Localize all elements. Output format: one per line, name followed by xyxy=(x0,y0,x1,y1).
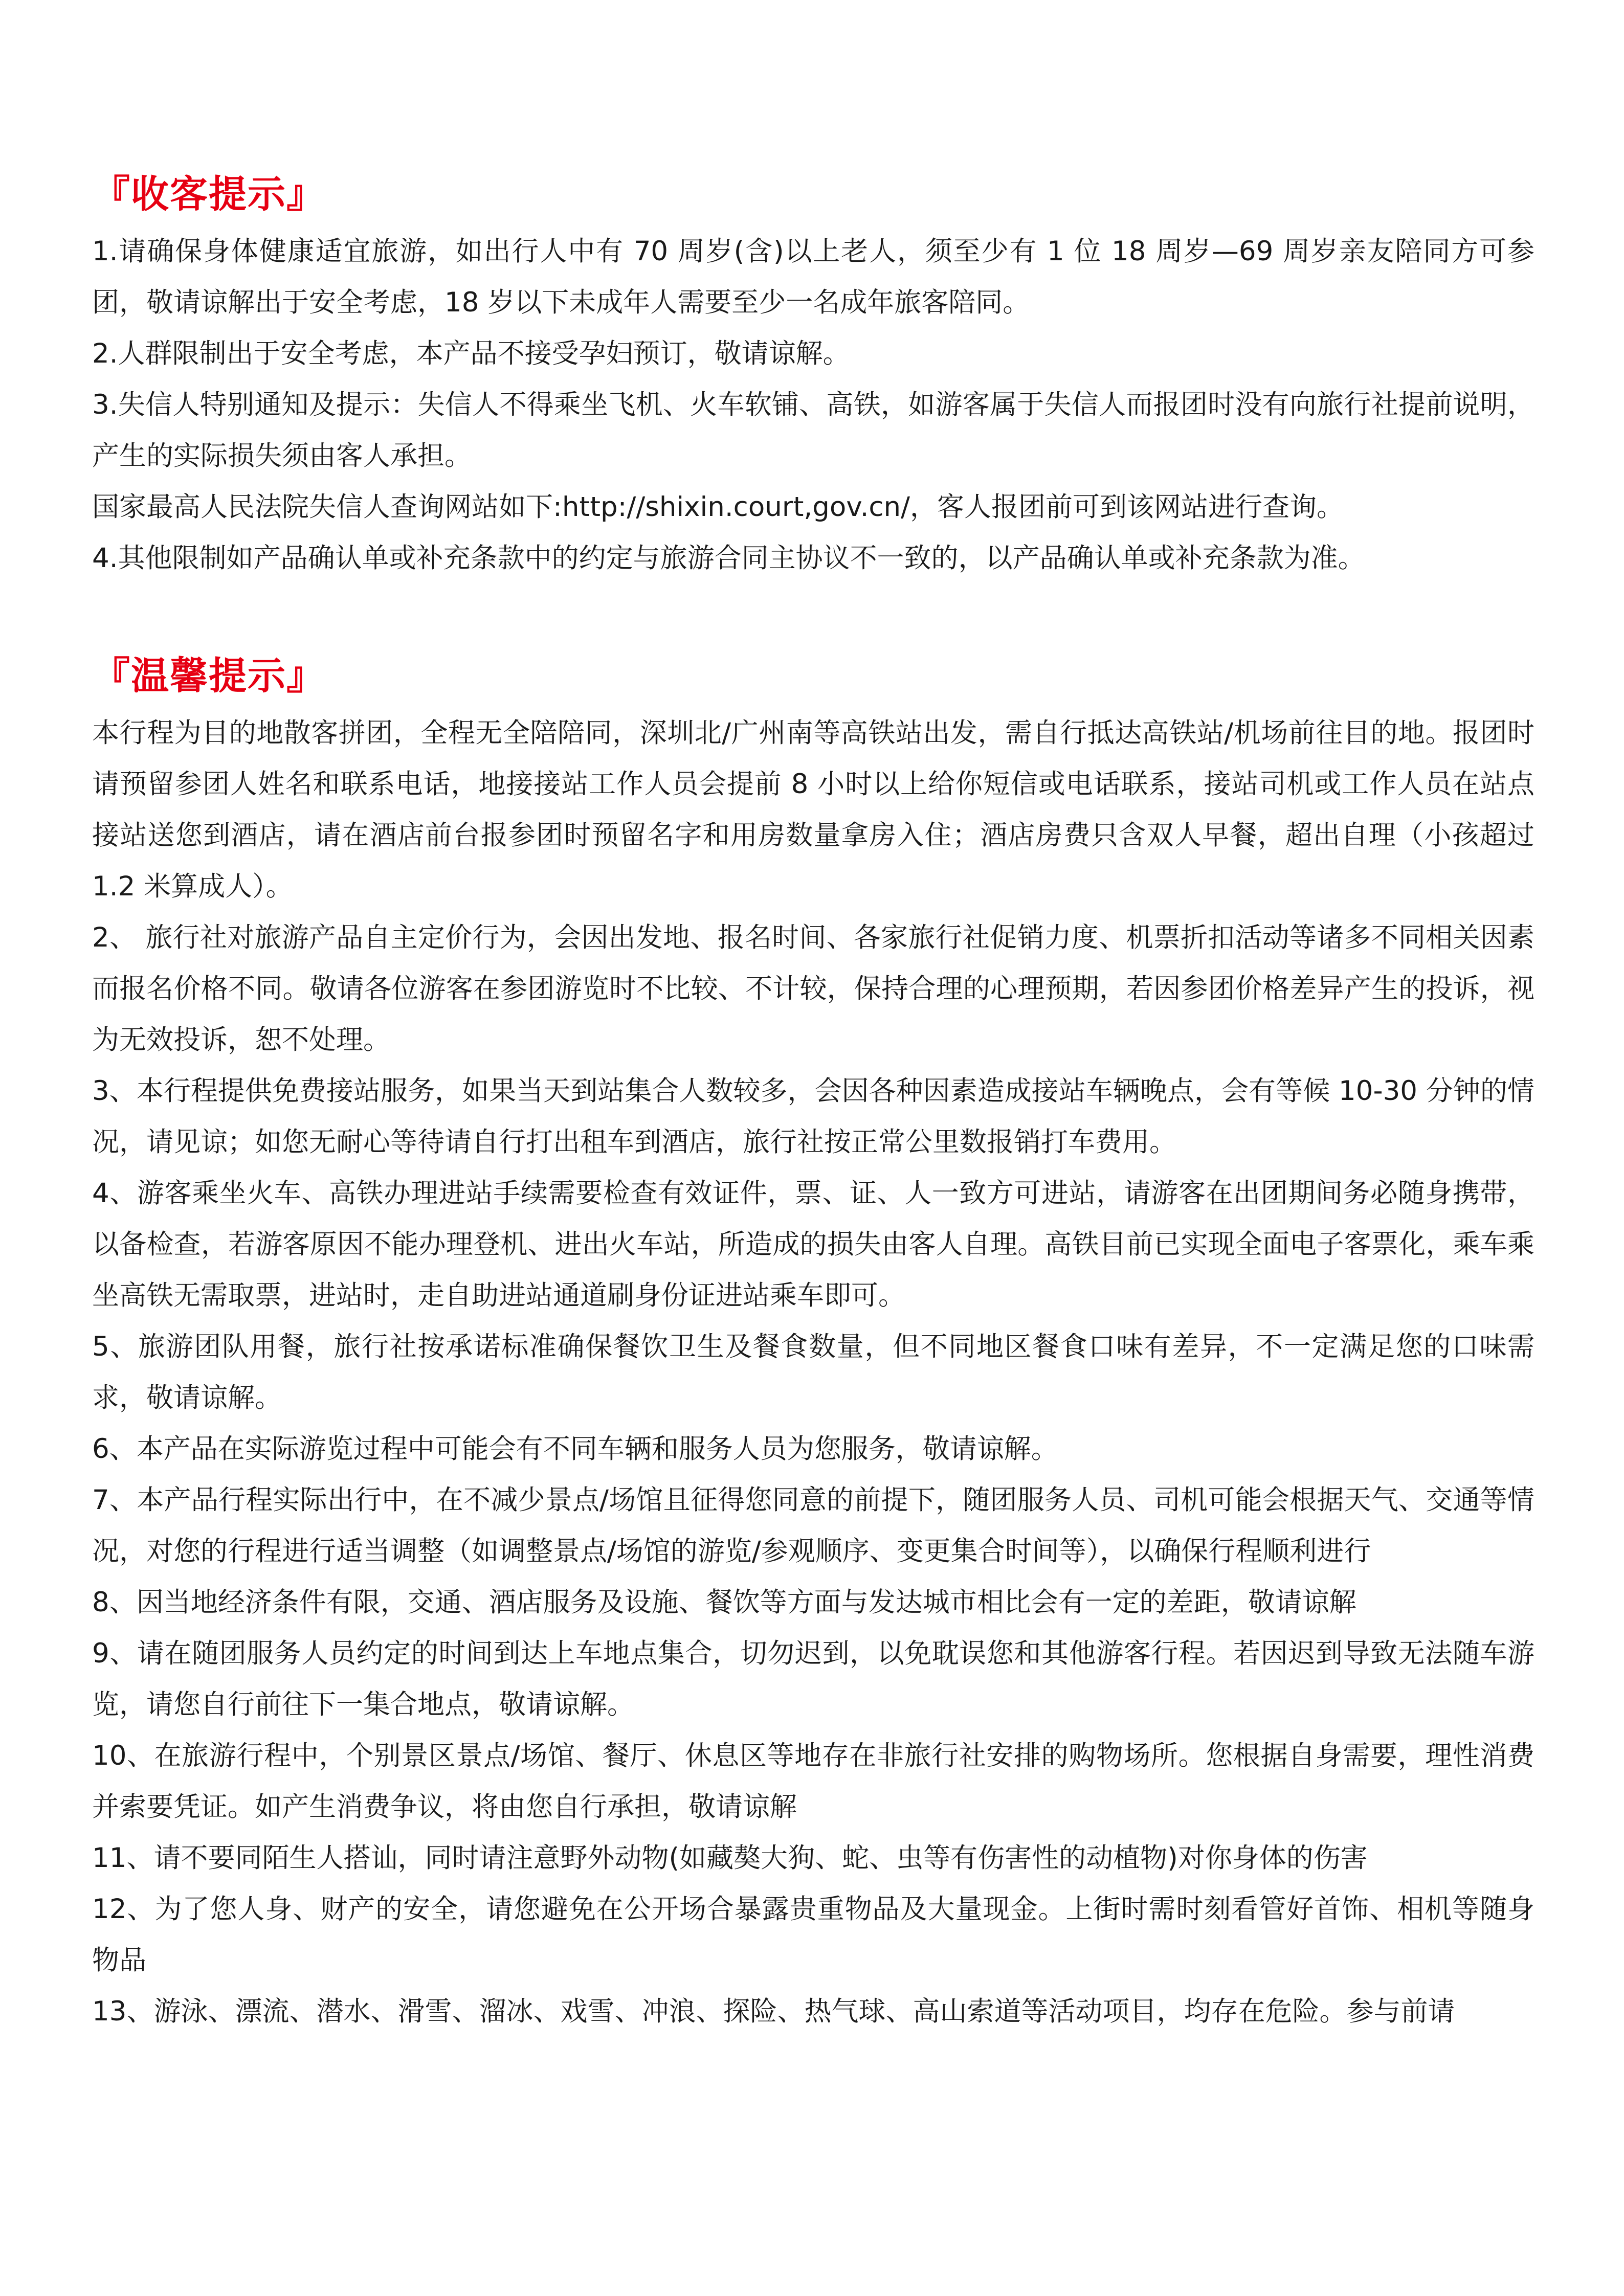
booking-notice-court-query: 国家最高人民法院失信人查询网站如下:http://shixin.court,gov.cn/，客人报团前可到该网站进行查询。 xyxy=(92,491,1344,523)
section-booking-notice xyxy=(92,169,1534,584)
warm-tip-5: 5、旅游团队用餐，旅行社按承诺标准确保餐饮卫生及餐食数量，但不同地区餐食口味有差异，不一定满足您的口味需求，敬请谅解。 xyxy=(92,1331,1534,1413)
warm-tip-11: 11、请不要同陌生人搭讪，同时请注意野外动物(如藏獒大狗、蛇、虫等有伤害性的动植物)对你身体的伤害 xyxy=(92,1842,1368,1874)
warm-tip-intro: 本行程为目的地散客拼团，全程无全陪陪同，深圳北/广州南等高铁站出发，需自行抵达高铁站/机场前往目的地。报团时请预留参团人姓名和联系电话，地接接站工作人员会提前 8 小时以上给你短信或电话联系，接站司机或工作人员在站点接站送您到酒店，请在酒店前台报参团时预留名字和用房数量拿房入住；酒店房费只含双人早餐，超出自理（小孩超过 1.2 米算成人）。 xyxy=(92,717,1534,902)
warm-tip-6: 6、本产品在实际游览过程中可能会有不同车辆和服务人员为您服务，敬请谅解。 xyxy=(92,1433,1058,1465)
booking-notice-item-4: 4.其他限制如产品确认单或补充条款中的约定与旅游合同主协议不一致的，以产品确认单或补充条款为准。 xyxy=(92,543,1365,574)
warm-tip-8: 8、因当地经济条件有限，交通、酒店服务及设施、餐饮等方面与发达城市相比会有一定的差距，敬请谅解 xyxy=(92,1587,1356,1618)
warm-tip-2: 2、 旅行社对旅游产品自主定价行为，会因出发地、报名时间、各家旅行社促销力度、机票折扣活动等诸多不同相关因素而报名价格不同。敬请各位游客在参团游览时不比较、不计较，保持合理的心理预期，若因参团价格差异产生的投诉，视为无效投诉，恕不处理。 xyxy=(92,922,1534,1055)
document-page xyxy=(92,169,1534,2037)
booking-notice-item-1: 1.请确保身体健康适宜旅游，如出行人中有 70 周岁(含)以上老人，须至少有 1 位 18 周岁—69 周岁亲友陪同方可参团，敬请谅解出于安全考虑，18 岁以下未成年人需要至少一名成年旅客陪同。 xyxy=(92,236,1534,318)
warm-tip-9: 9、请在随团服务人员约定的时间到达上车地点集合，切勿迟到，以免耽误您和其他游客行程。若因迟到导致无法随车游览，请您自行前往下一集合地点，敬请谅解。 xyxy=(92,1638,1534,1720)
warm-tip-13: 13、游泳、漂流、潜水、滑雪、溜冰、戏雪、冲浪、探险、热气球、高山索道等活动项目，均存在危险。参与前请 xyxy=(92,1996,1455,2027)
warm-tip-3: 3、本行程提供免费接站服务，如果当天到站集合人数较多，会因各种因素造成接站车辆晚点，会有等候 10-30 分钟的情况，请见谅；如您无耐心等待请自行打出租车到酒店，旅行社按正常公里数报销打车费用。 xyxy=(92,1075,1534,1158)
booking-notice-item-3: 3.失信人特别通知及提示：失信人不得乘坐飞机、火车软铺、高铁，如游客属于失信人而报团时没有向旅行社提前说明，产生的实际损失须由客人承担。 xyxy=(92,389,1534,471)
section-spacer xyxy=(92,584,1534,650)
warm-tip-10: 10、在旅游行程中，个别景区景点/场馆、餐厅、休息区等地存在非旅行社安排的购物场所。您根据自身需要，理性消费并索要凭证。如产生消费争议，将由您自行承担，敬请谅解 xyxy=(92,1740,1534,1822)
section-title-warm-tips: 『温馨提示』 xyxy=(92,654,325,698)
booking-notice-item-2: 2.人群限制出于安全考虑，本产品不接受孕妇预订，敬请谅解。 xyxy=(92,338,850,369)
section-warm-tips xyxy=(92,650,1534,2037)
warm-tip-4: 4、游客乘坐火车、高铁办理进站手续需要检查有效证件，票、证、人一致方可进站，请游客在出团期间务必随身携带，以备检查，若游客原因不能办理登机、进出火车站，所造成的损失由客人自理。高铁目前已实现全面电子客票化，乘车乘坐高铁无需取票，进站时，走自助进站通道刷身份证进站乘车即可。 xyxy=(92,1178,1534,1311)
warm-tip-7: 7、本产品行程实际出行中，在不减少景点/场馆且征得您同意的前提下，随团服务人员、司机可能会根据天气、交通等情况，对您的行程进行适当调整（如调整景点/场馆的游览/参观顺序、变更集合时间等），以确保行程顺利进行 xyxy=(92,1484,1534,1567)
warm-tip-12: 12、为了您人身、财产的安全，请您避免在公开场合暴露贵重物品及大量现金。上街时需时刻看管好首饰、相机等随身物品 xyxy=(92,1894,1534,1976)
section-title-booking-notice: 『收客提示』 xyxy=(92,172,325,216)
